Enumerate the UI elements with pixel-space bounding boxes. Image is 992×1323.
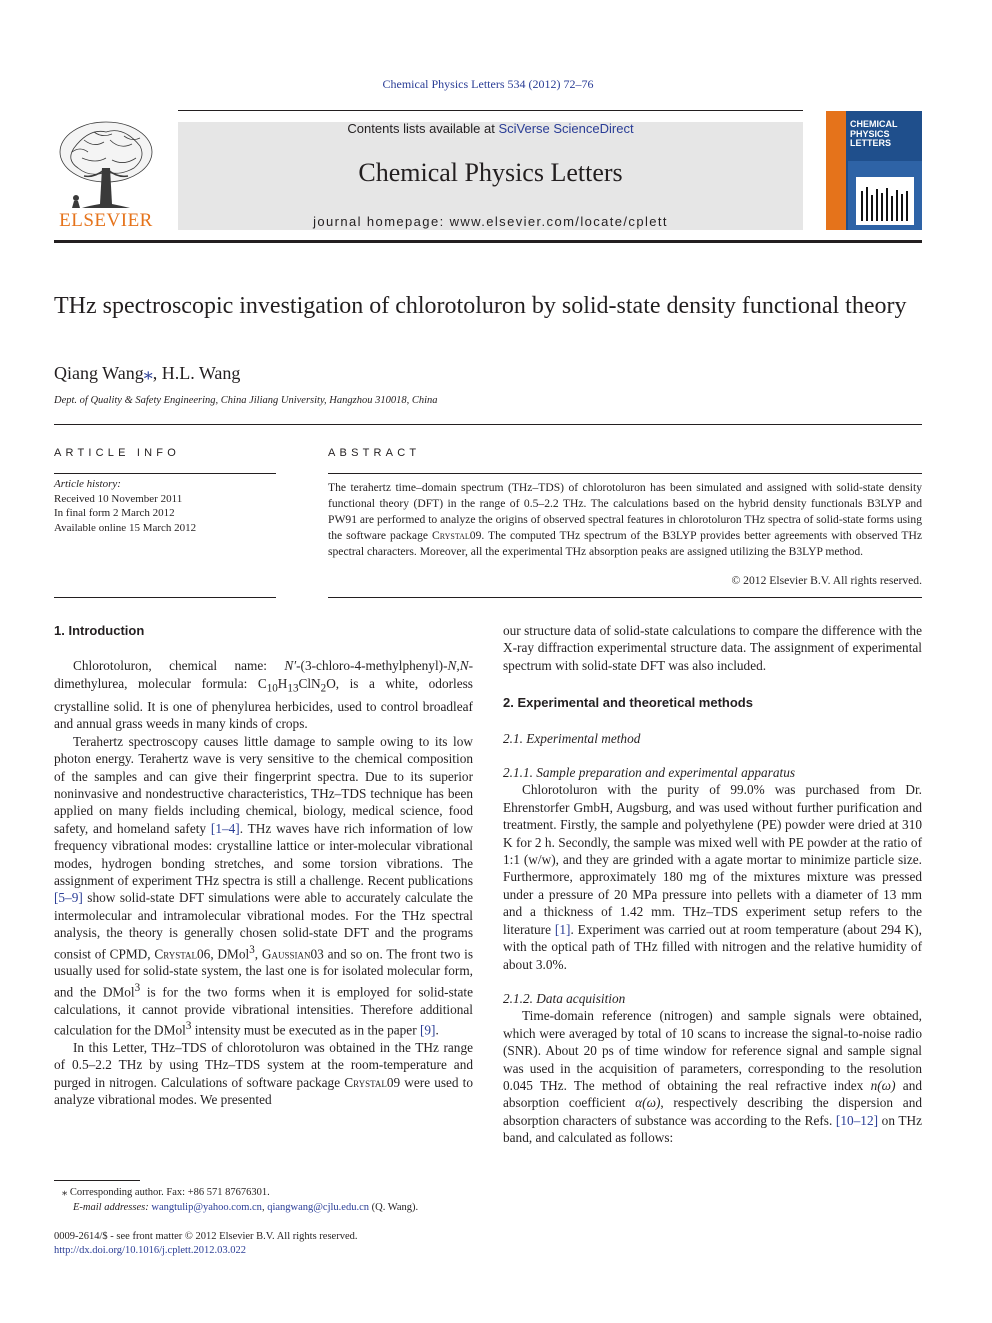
citation-link[interactable]: [10–12] bbox=[835, 1112, 879, 1128]
text: N,N bbox=[447, 658, 469, 674]
superscript: 3 bbox=[185, 1020, 192, 1033]
issn-line: 0009-2614/$ - see front matter © 2012 Elsevier B.V. All rights reserved. bbox=[54, 1231, 358, 1242]
text: -(3-chloro-4-methylphenyl)- bbox=[296, 658, 448, 674]
author-separator: , bbox=[152, 363, 162, 383]
article-info-heading: ARTICLE INFO bbox=[54, 447, 180, 459]
software-name: Gaussian bbox=[261, 945, 311, 961]
text: 03 and so on. The front two is usually used for solid-state system, the last one is for isolated molecular form, and the DMol bbox=[54, 945, 473, 1000]
subsubsection-heading: 2.1.1. Sample preparation and experimental apparatus bbox=[503, 765, 796, 781]
text: on THz band, and calculated as follows: bbox=[503, 1112, 922, 1146]
text: Time-domain reference (nitrogen) and sample signals were obtained, which were averaged by total of 10 scans to increase the signal-to-noise radio (SNR). About 20 ps of time window for reference signal and sample signal was used in the acquisition of parameters, corresponding to the resolution 0.045 THz. The method of obtaining the real refractive index bbox=[503, 1008, 922, 1093]
text: Chlorotoluron, chemical name: bbox=[73, 658, 285, 674]
text: -dimethylurea, molecular formula: C bbox=[54, 658, 473, 691]
software-name: Crystal bbox=[344, 1074, 387, 1090]
abstract-part: The terahertz time–domain spectrum (THz–TDS) of chlorotoluron has been simulated and assigned with solid-state density functional theory (DFT) in the range of 0.5–2.2 THz. The calculations based on the hybrid density functionals B3LYP and PW91 are performed to analyze the origins of observed spectral features in chlorotoluron THz spectra of solid-state forms using the software package bbox=[328, 481, 922, 542]
software-name: Crystal bbox=[154, 945, 198, 961]
paragraph bbox=[54, 733, 473, 1039]
sciencedirect-link[interactable]: SciVerse ScienceDirect bbox=[498, 121, 634, 136]
subsubsection-heading: 2.1.2. Data acquisition bbox=[503, 990, 626, 1006]
text: . Experiment was carried out at room temperature (about 294 K), with the optical path of THz filled with nitrogen and the relative humidity of about 3.0%. bbox=[503, 921, 922, 972]
citation-link[interactable]: [1] bbox=[554, 921, 571, 937]
article-info-bottom-rule bbox=[54, 597, 276, 598]
citation-link[interactable]: [5–9] bbox=[54, 890, 83, 906]
section-heading: 1. Introduction bbox=[54, 623, 145, 638]
section-rule bbox=[54, 424, 922, 425]
email-label: E-mail addresses: bbox=[73, 1202, 149, 1213]
paragraph: our structure data of solid-state calculations to compare the difference with the X-ray diffraction experimental structure data. The assignment of experimental spectrum with solid-state DFT was also included. bbox=[503, 623, 922, 673]
paragraph bbox=[503, 781, 922, 972]
superscript: 3 bbox=[134, 981, 141, 994]
abstract-heading: ABSTRACT bbox=[328, 447, 421, 459]
journal-homepage[interactable]: journal homepage: www.elsevier.com/locate/cplett bbox=[313, 214, 668, 229]
paragraph bbox=[54, 1039, 473, 1109]
article-info-rule bbox=[54, 473, 276, 474]
email-suffix: (Q. Wang). bbox=[369, 1202, 419, 1213]
text: show solid-state DFT simulations were able to accurately calculate the intermolecular and intramolecular vibrational modes. For the THz spectral analysis, the theory is generally chosen solid-state DFT and the programs consist of CPMD, bbox=[54, 890, 473, 961]
superscript: 3 bbox=[249, 943, 255, 956]
text: Terahertz spectroscopy causes little damage to sample owing to its low photon energy. Terahertz wave is very sensitive to the chemical composition of the samples and can give their fingerprint spectra. Due to its superior noninvasive and nondestructive characteristics, THz–TDS technique has been applied on many fields including chemical, biology, medical science, food safety, and homeland safety bbox=[54, 733, 473, 836]
email-link[interactable]: wangtulip@yahoo.com.cn bbox=[151, 1202, 262, 1213]
affiliation: Dept. of Quality & Safety Engineering, China Jiliang University, Hangzhou 310018, China bbox=[54, 395, 438, 406]
corresponding-author-mark[interactable]: ⁎ bbox=[143, 363, 153, 383]
section-heading: 2. Experimental and theoretical methods bbox=[503, 695, 753, 711]
header-rule bbox=[178, 110, 803, 111]
journal-cover[interactable] bbox=[826, 111, 922, 230]
author-name: Qiang Wang bbox=[54, 363, 144, 383]
email-link[interactable]: qiangwang@cjlu.edu.cn bbox=[267, 1202, 369, 1213]
text: and absorption coefficient bbox=[503, 1077, 922, 1111]
elsevier-logo[interactable] bbox=[54, 118, 158, 232]
email-separator: , bbox=[261, 1202, 268, 1213]
text: is for the two forms when it is employed for solid-state calculations, it cannot provide vibrational intensities. Therefore additional calculation for the DMol bbox=[54, 984, 473, 1038]
history-label: Article history: bbox=[54, 478, 121, 490]
abstract-part: 09. The computed THz spectrum of the B3LYP provides better agreements with observed THz spectral characters. Moreover, all the experimental THz absorption peaks are assigned utilizing the B3LYP method. bbox=[328, 529, 923, 558]
citation-link[interactable]: [1–4] bbox=[210, 820, 240, 836]
journal-banner bbox=[178, 122, 803, 230]
corresponding-footnote bbox=[54, 1186, 474, 1200]
abstract-rule bbox=[328, 473, 922, 474]
text: In this Letter, THz–TDS of chlorotoluron was obtained in the THz range of 0.5–2.2 THz by using THz–TDS system at the room-temperature and purged in nitrogen. Calculations of software package bbox=[54, 1039, 473, 1090]
subscript: 13 bbox=[287, 682, 299, 695]
journal-title: Chemical Physics Letters bbox=[358, 158, 623, 187]
elsevier-wordmark: ELSEVIER bbox=[59, 210, 153, 231]
cover-title: CHEMICAL PHYSICS LETTERS bbox=[850, 119, 898, 148]
author-list bbox=[54, 363, 240, 384]
paragraph bbox=[503, 1007, 922, 1146]
text: O, is a white, odorless crystalline solid. It is one of phenylurea herbicides, used to control broadleaf and annual grass weeds in many kinds of crops. bbox=[54, 675, 473, 732]
text: 06, DMol bbox=[197, 945, 250, 961]
text: . THz waves have rich information of low frequency vibrational modes: crystalline lattice or inter-molecular vibrational modes, hydrogen bonding stretches, and some torsion vibrations. The assignment of experiment THz spectra is still a challenge. Recent publications bbox=[54, 820, 474, 888]
software-name: Crystal bbox=[432, 529, 470, 542]
text: H bbox=[277, 675, 288, 691]
abstract-text bbox=[328, 480, 922, 560]
tree-icon bbox=[54, 118, 158, 210]
contents-prefix: Contents lists available at bbox=[347, 121, 499, 136]
journal-reference[interactable]: Chemical Physics Letters 534 (2012) 72–76 bbox=[382, 77, 594, 91]
text: intensity must be executed as in the paper bbox=[191, 1022, 420, 1038]
footnote-rule bbox=[54, 1180, 140, 1181]
subscript: 10 bbox=[266, 682, 278, 695]
abstract-bottom-rule bbox=[328, 597, 922, 598]
subsection-heading: 2.1. Experimental method bbox=[503, 730, 641, 746]
left-column bbox=[54, 622, 473, 1108]
article-history bbox=[54, 477, 276, 535]
paragraph bbox=[54, 657, 473, 732]
text: . bbox=[435, 1022, 439, 1038]
footnote-mark: ⁎ bbox=[62, 1187, 68, 1198]
header-thick-rule bbox=[54, 240, 922, 243]
doi-link[interactable]: http://dx.doi.org/10.1016/j.cplett.2012.03.022 bbox=[54, 1245, 247, 1256]
cover-strip bbox=[826, 111, 846, 230]
math-symbol: α(ω) bbox=[635, 1095, 661, 1111]
text: Chlorotoluron with the purity of 99.0% was purchased from Dr. Ehrenstorfer GmbH, Augsburg, and was used without further purification and treatment. Firstly, the sample and polyethylene (PE) powder were dried at 310 K for 2 h. Secondly, the sample was mixed well with PE powder at the ratio of 1:1 (w/w), and they are grinded with a agate mortar to minimize particle size. Furthermore, approximately 180 mg of the mixtures mixture was pressed under a pressure of 20 MPa pressure into pellets with a diameter of 13 mm and a thickness of 1.42 mm. THz–TDS experiment setup refers to the literature bbox=[503, 782, 922, 937]
math-symbol: n(ω) bbox=[870, 1077, 896, 1093]
citation-link[interactable]: [9] bbox=[419, 1022, 436, 1038]
right-column bbox=[503, 622, 922, 1147]
cover-graphic-icon bbox=[848, 161, 922, 230]
abstract-copyright: © 2012 Elsevier B.V. All rights reserved. bbox=[731, 574, 922, 587]
author-name: H.L. Wang bbox=[161, 363, 241, 383]
text: , bbox=[254, 945, 262, 961]
text: 09 were used to analyze vibrational modes. We presented bbox=[54, 1074, 474, 1108]
text: , respectively describing the dispersion and absorption characters of substance was according to the Refs. bbox=[503, 1095, 922, 1128]
subscript: 2 bbox=[320, 682, 327, 695]
front-matter bbox=[54, 1230, 554, 1258]
text: N′ bbox=[284, 658, 297, 674]
text: ClN bbox=[298, 675, 321, 691]
online-date: Available online 15 March 2012 bbox=[54, 521, 197, 534]
contents-line bbox=[178, 122, 803, 136]
article-title: THz spectroscopic investigation of chlorotoluron by solid-state density functional theory bbox=[54, 293, 907, 319]
final-form-date: In final form 2 March 2012 bbox=[54, 507, 175, 520]
received-date: Received 10 November 2011 bbox=[54, 492, 183, 505]
footnote-text: Corresponding author. Fax: +86 571 87676301. bbox=[67, 1187, 270, 1198]
email-footnote bbox=[54, 1201, 493, 1215]
